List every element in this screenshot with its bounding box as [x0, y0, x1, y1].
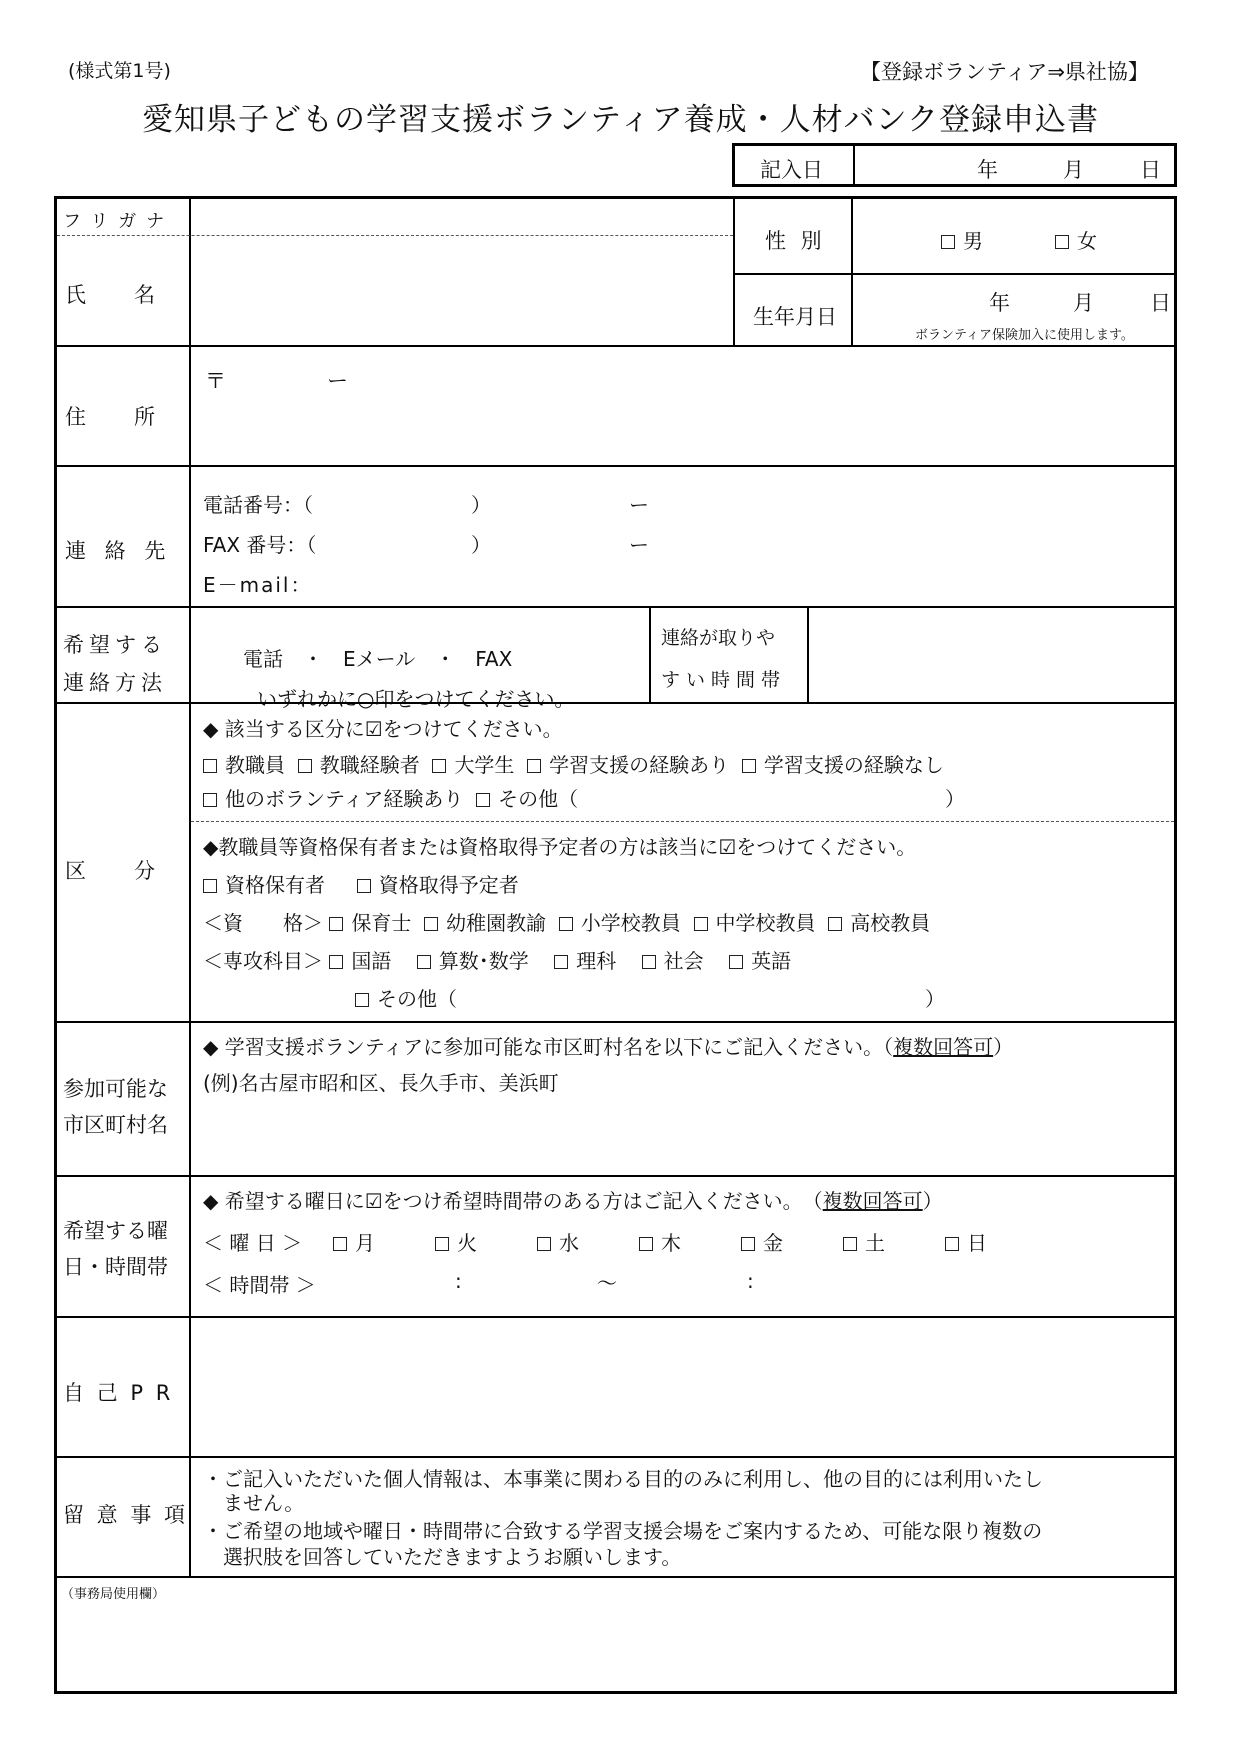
- fax-dash: ー: [629, 533, 649, 557]
- checkbox[interactable]: [559, 917, 573, 931]
- category-student[interactable]: 大学生: [432, 753, 514, 777]
- category-ex-teacher[interactable]: 教職経験者: [298, 753, 420, 777]
- address-input[interactable]: [191, 347, 1174, 463]
- postal-dash: ー: [327, 369, 348, 393]
- qualification-instruction: ◆教職員等資格保有者または資格取得予定者の方は該当に☑をつけてください。: [203, 835, 917, 859]
- schedule-label-1: 希望する曜: [63, 1219, 168, 1243]
- contact-method-label-2: 連絡方法: [63, 671, 167, 695]
- gender-female-option[interactable]: 女: [1055, 225, 1097, 254]
- subject-other[interactable]: その他（: [355, 983, 457, 1012]
- time-start-colon[interactable]: :: [455, 1269, 462, 1293]
- entry-date-day: 日: [1140, 158, 1161, 182]
- contact-time-input[interactable]: [809, 608, 1174, 700]
- checkbox[interactable]: [642, 955, 656, 969]
- name-label: 氏 名: [65, 283, 157, 307]
- entry-date-month: 月: [1063, 158, 1084, 182]
- day-friday[interactable]: 金: [741, 1227, 783, 1256]
- schedule-instruction: ◆ 希望する曜日に☑をつけ希望時間帯のある方はご記入ください。 （複数回答可）: [203, 1189, 943, 1213]
- municipality-instruction: ◆ 学習支援ボランティアに参加可能な市区町村名を以下にご記入ください。（複数回答可）: [203, 1035, 1014, 1059]
- checkbox[interactable]: [203, 793, 217, 807]
- checkbox[interactable]: [424, 917, 438, 931]
- day-monday[interactable]: 月: [333, 1227, 375, 1256]
- name-input[interactable]: [191, 237, 733, 341]
- fax-paren-close: ）: [471, 533, 491, 557]
- phone-field[interactable]: 電話番号：（: [203, 493, 313, 517]
- checkbox[interactable]: [203, 879, 217, 893]
- category-support-inexperienced[interactable]: 学習支援の経験なし: [742, 753, 944, 777]
- gender-label: 性 別: [765, 229, 826, 253]
- license-nursery[interactable]: 保育士: [329, 911, 411, 935]
- email-field[interactable]: E－mail：: [203, 573, 313, 597]
- schedule-label-2: 日・時間帯: [63, 1255, 168, 1279]
- note-1-line-2: ません。: [223, 1491, 305, 1515]
- subject-math[interactable]: 算数･数学: [417, 949, 529, 973]
- checkbox[interactable]: [639, 1237, 653, 1251]
- birthdate-day: 日: [1150, 291, 1171, 315]
- checkbox[interactable]: [329, 955, 343, 969]
- day-sunday[interactable]: 日: [945, 1227, 987, 1256]
- time-end-colon[interactable]: :: [747, 1269, 754, 1293]
- checkbox[interactable]: [417, 955, 431, 969]
- entry-date-year: 年: [977, 158, 998, 182]
- day-tuesday[interactable]: 火: [435, 1227, 477, 1256]
- checkbox[interactable]: [357, 879, 371, 893]
- checkbox[interactable]: [527, 759, 541, 773]
- municipality-example: (例)名古屋市昭和区、長久手市、美浜町: [203, 1071, 559, 1095]
- application-form: [54, 196, 1177, 1694]
- self-pr-label: 自 己 P R: [63, 1381, 174, 1405]
- contact-method-options[interactable]: 電話 ・ Eメール ・ FAX: [243, 647, 513, 671]
- phone-dash: ー: [629, 493, 649, 517]
- qualification-holder[interactable]: 資格保有者: [203, 873, 325, 897]
- category-teacher[interactable]: 教職員: [203, 753, 285, 777]
- contact-time-label-1: 連絡が取りや: [661, 627, 776, 649]
- female-checkbox[interactable]: [1055, 235, 1069, 249]
- category-other-close: ）: [945, 787, 965, 811]
- contact-method-note: いずれかに○印をつけてください。: [257, 687, 575, 711]
- contact-time-label-2: すい時間帯: [661, 669, 787, 691]
- checkbox[interactable]: [537, 1237, 551, 1251]
- license-elementary[interactable]: 小学校教員: [559, 911, 681, 935]
- entry-date-label: 記入日: [760, 158, 823, 182]
- day-wednesday[interactable]: 水: [537, 1227, 579, 1256]
- day-saturday[interactable]: 土: [843, 1227, 885, 1256]
- license-high-school[interactable]: 高校教員: [828, 911, 930, 935]
- category-support-experienced[interactable]: 学習支援の経験あり: [527, 753, 729, 777]
- subject-science[interactable]: 理科: [554, 949, 616, 973]
- furigana-input[interactable]: [191, 199, 733, 235]
- category-label: 区 分: [65, 859, 157, 883]
- birthdate-month: 月: [1073, 291, 1094, 315]
- note-2-line-2: 選択肢を回答していただきますようお願いします。: [223, 1545, 682, 1569]
- checkbox[interactable]: [203, 759, 217, 773]
- municipality-label-2: 市区町村名: [63, 1113, 168, 1137]
- contact-label: 連 絡 先: [65, 539, 172, 563]
- page-title: 愛知県子どもの学習支援ボランティア養成・人材バンク登録申込書: [142, 102, 1099, 138]
- gender-male-option[interactable]: 男: [941, 225, 983, 254]
- birthdate-label: 生年月日: [753, 305, 837, 329]
- address-label: 住 所: [65, 405, 157, 429]
- qualification-status: [203, 869, 519, 898]
- checkbox[interactable]: [694, 917, 708, 931]
- license-row: ＜資 格＞ 保育士 幼稚園教諭 小学校教員 中学校教員 高校教員: [203, 911, 931, 935]
- category-instruction: ◆ 該当する区分に☑をつけてください。: [203, 717, 563, 741]
- phone-paren-close: ）: [471, 493, 491, 517]
- self-pr-input[interactable]: [191, 1318, 1174, 1454]
- entry-date-box: [732, 143, 1177, 187]
- checkbox[interactable]: [554, 955, 568, 969]
- time-tilde: ～: [597, 1271, 617, 1295]
- qualification-planned[interactable]: 資格取得予定者: [357, 873, 519, 897]
- note-1-line-1: ・ご記入いただいた個人情報は、本事業に関わる目的のみに利用し、他の目的には利用いたし: [203, 1467, 1043, 1491]
- checkbox[interactable]: [432, 759, 446, 773]
- day-label: ＜ 曜 日 ＞: [203, 1231, 303, 1255]
- checkbox[interactable]: [435, 1237, 449, 1251]
- municipality-label-1: 参加可能な: [63, 1077, 168, 1101]
- male-checkbox[interactable]: [941, 235, 955, 249]
- category-other[interactable]: その他（: [476, 787, 578, 811]
- checkbox[interactable]: [742, 759, 756, 773]
- checkbox[interactable]: [329, 917, 343, 931]
- subject-social[interactable]: 社会: [642, 949, 704, 973]
- notes-label: 留 意 事 項: [63, 1503, 189, 1527]
- checkbox[interactable]: [828, 917, 842, 931]
- license-kindergarten[interactable]: 幼稚園教諭: [424, 911, 546, 935]
- license-junior-high[interactable]: 中学校教員: [694, 911, 816, 935]
- fax-field[interactable]: FAX 番号：（: [203, 533, 317, 557]
- category-row-2: [203, 783, 578, 812]
- checkbox[interactable]: [476, 793, 490, 807]
- checkbox[interactable]: [741, 1237, 755, 1251]
- subject-japanese[interactable]: 国語: [329, 949, 391, 973]
- office-use-area: [57, 1599, 1174, 1691]
- birthdate-year: 年: [989, 291, 1010, 315]
- category-row-1: [203, 749, 944, 778]
- day-thursday[interactable]: 木: [639, 1227, 681, 1256]
- subject-english[interactable]: 英語: [729, 949, 791, 973]
- checkbox[interactable]: [333, 1237, 347, 1251]
- checkbox[interactable]: [298, 759, 312, 773]
- checkbox[interactable]: [945, 1237, 959, 1251]
- checkbox[interactable]: [355, 993, 369, 1007]
- category-other-volunteer[interactable]: 他のボランティア経験あり: [203, 787, 463, 811]
- subject-other-close: ）: [925, 987, 945, 1011]
- checkbox[interactable]: [729, 955, 743, 969]
- submission-route: 【登録ボランティア⇒県社協】: [860, 60, 1149, 84]
- subject-row: ＜専攻科目＞ 国語 算数･数学 理科 社会 英語: [203, 949, 792, 973]
- municipality-input[interactable]: [191, 1091, 1174, 1171]
- form-number: (様式第1号): [68, 60, 171, 82]
- office-use-label: （事務局使用欄）: [61, 1587, 166, 1602]
- postal-mark: 〒: [205, 369, 226, 393]
- furigana-label: フリガナ: [63, 211, 175, 232]
- checkbox[interactable]: [843, 1237, 857, 1251]
- contact-method-label-1: 希望する: [63, 633, 167, 657]
- time-label: ＜ 時間帯 ＞: [203, 1273, 316, 1297]
- birthdate-note: ボランティア保険加入に使用します。: [915, 328, 1134, 343]
- note-2-line-1: ・ご希望の地域や曜日・時間帯に合致する学習支援会場をご案内するため、可能な限り複数の: [203, 1519, 1043, 1543]
